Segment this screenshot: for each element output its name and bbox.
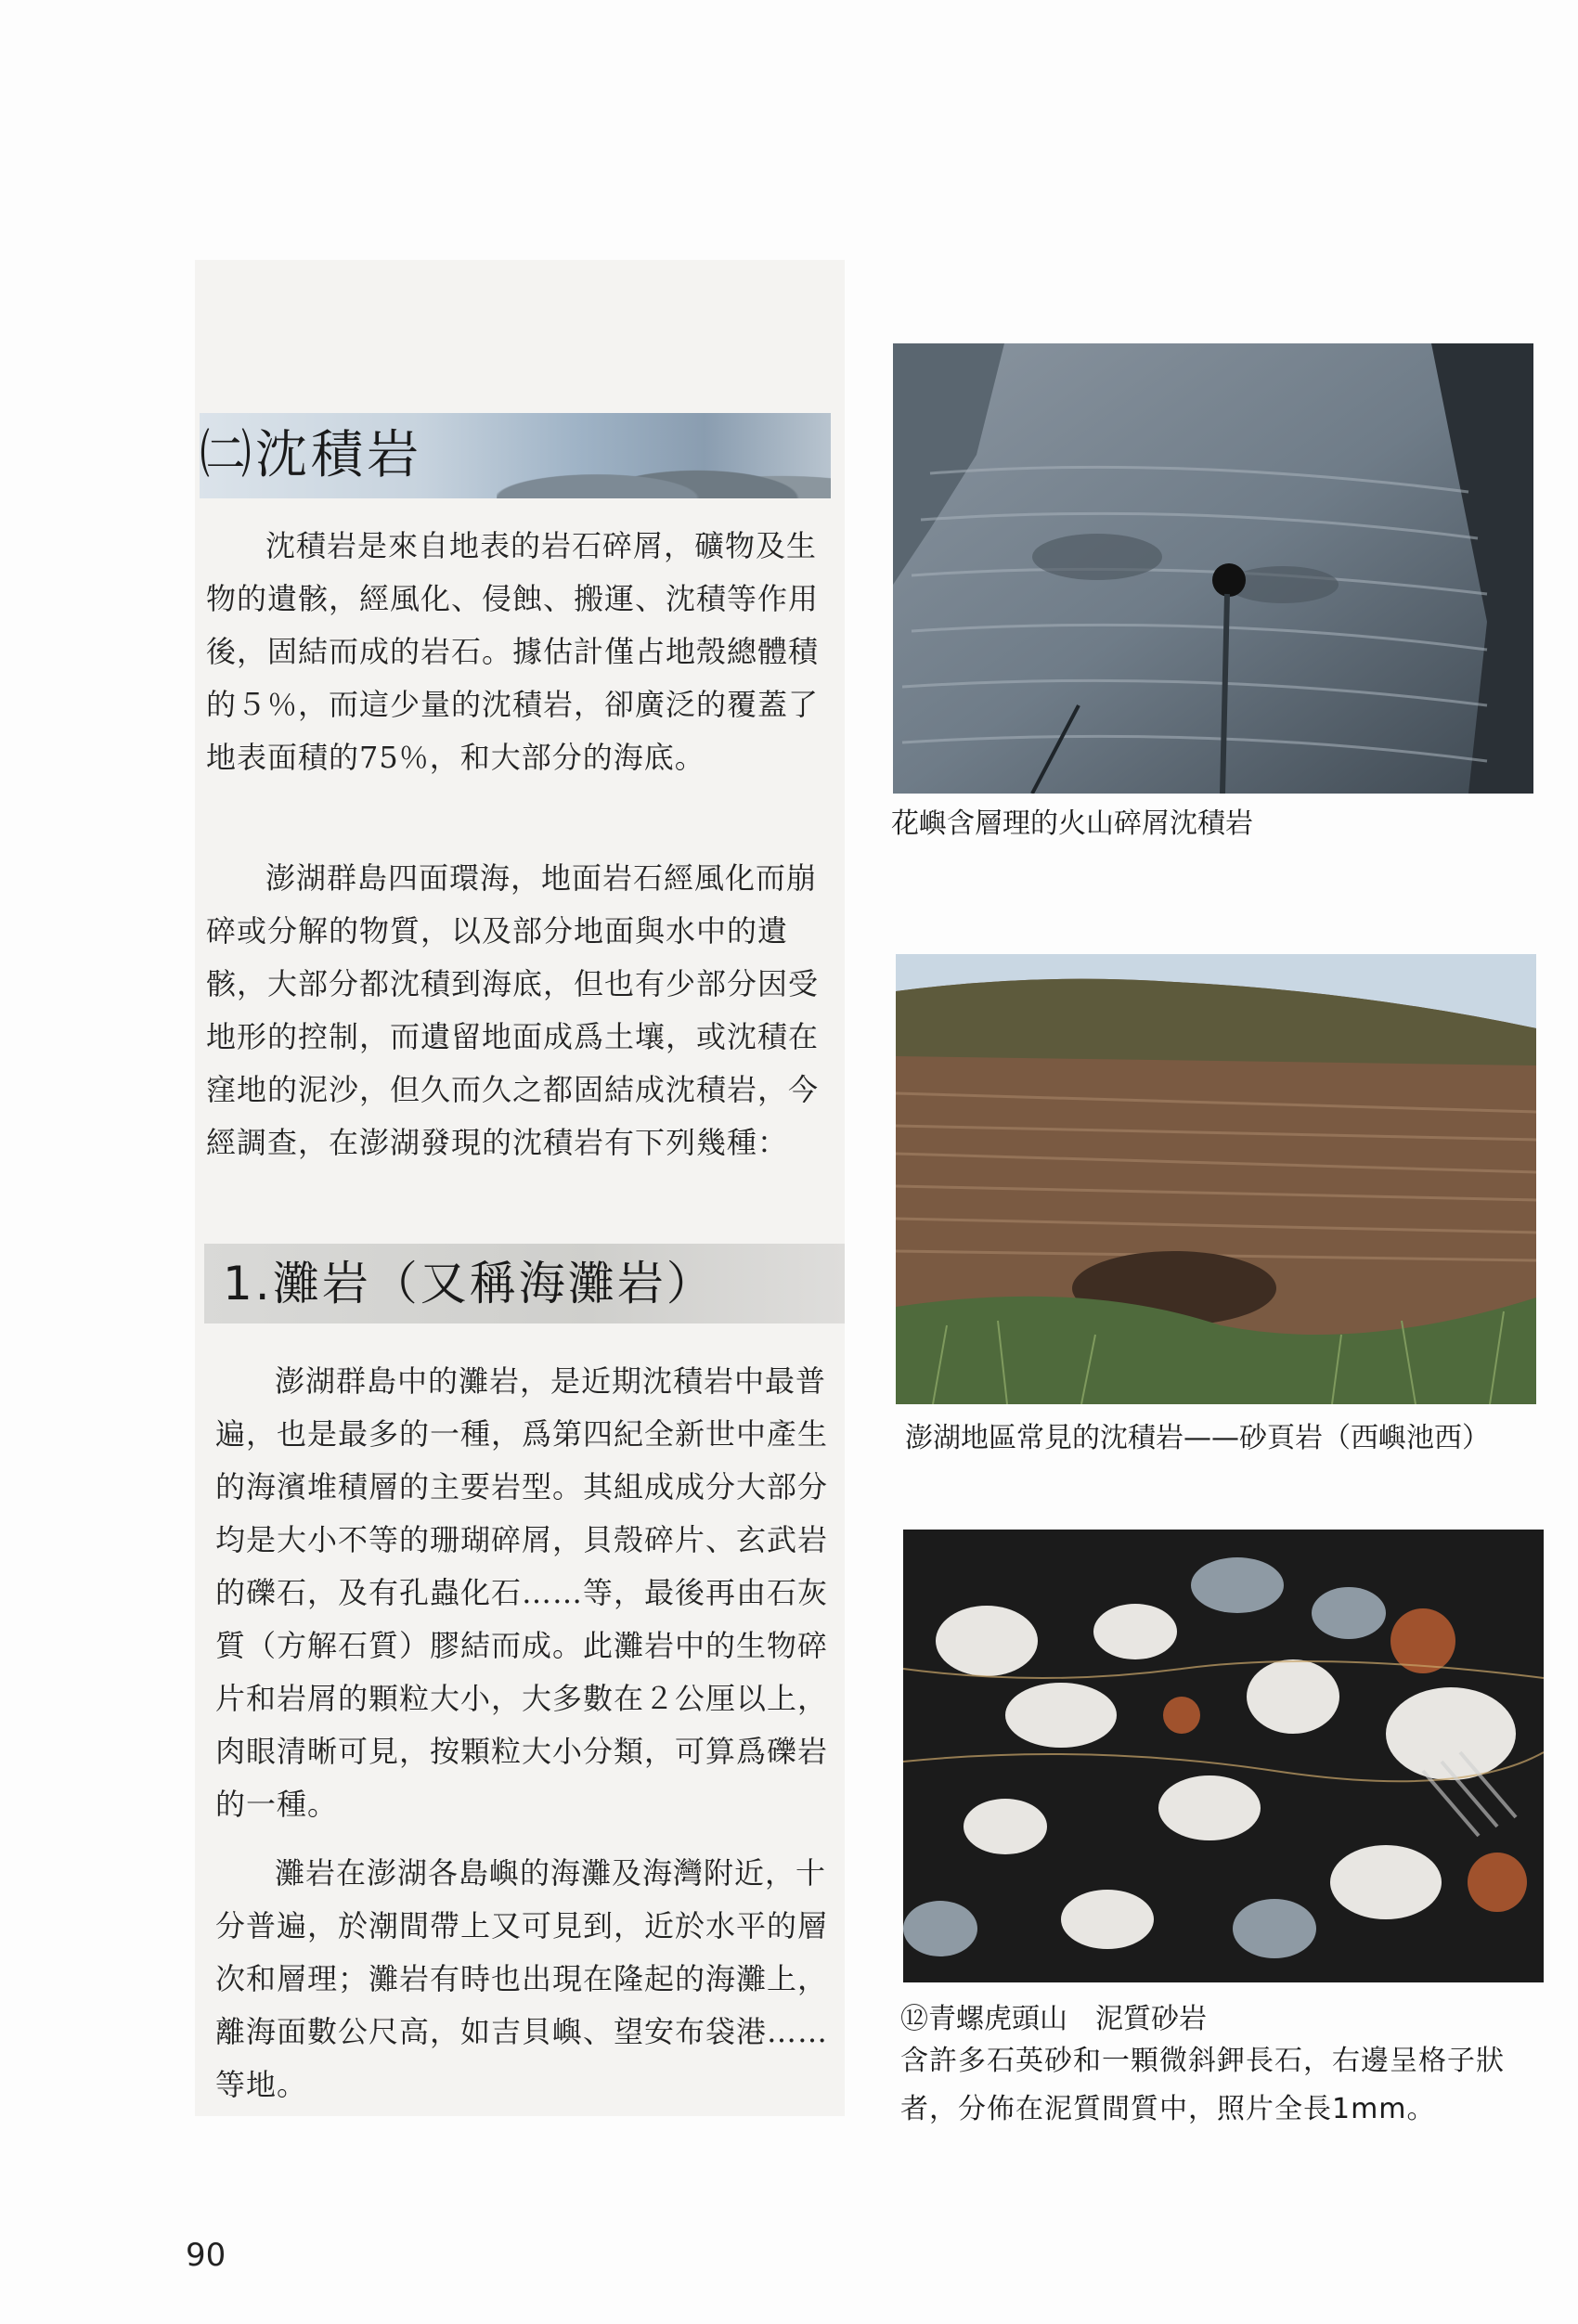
photo-3-caption: ⑫青螺虎頭山 泥質砂岩 xyxy=(900,2003,1207,2035)
photo-3-description: 含許多石英砂和一顆微斜鉀長石，右邊呈格子狀者，分佈在泥質間質中，照片全長1mm。 xyxy=(900,2045,1505,2125)
section-heading: ㈡沈積岩 xyxy=(200,425,422,485)
paragraph-1: 沈積岩是來自地表的岩石碎屑，礦物及生物的遺骸，經風化、侵蝕、搬運、沈積等作用後，固結而成的岩石。據估計僅占地殼總體積的５％，而這少量的沈積岩，卻廣泛的覆蓋了地表面積的75％，和大部分的海底。 xyxy=(206,528,820,775)
paragraph-4: 灘岩在澎湖各島嶼的海灘及海灣附近，十分普遍，於潮間帶上又可見到，近於水平的層次和層理；灘岩有時也出現在隆起的海灘上，離海面數公尺高，如吉貝嶼、望安布袋港……等地。 xyxy=(215,1855,829,2102)
photo-volcanic-sedimentary-rock xyxy=(893,343,1533,794)
photo-sandstone-shale xyxy=(896,954,1536,1404)
photo-1-caption: 花嶼含層理的火山碎屑沈積岩 xyxy=(891,807,1253,840)
photo-2-caption: 澎湖地區常見的沈積岩——砂頁岩（西嶼池西） xyxy=(905,1422,1490,1454)
page-number: 90 xyxy=(186,2237,226,2274)
subheading: 1.灘岩（又稱海灘岩） xyxy=(223,1257,716,1310)
paragraph-3: 澎湖群島中的灘岩，是近期沈積岩中最普遍，也是最多的一種，爲第四紀全新世中產生的海濱堆積層的主要岩型。其組成成分大部分均是大小不等的珊瑚碎屑，貝殼碎片、玄武岩的礫石，及有孔蟲化石……等，最後再由石灰質（方解石質）膠結而成。此灘岩中的生物碎片和岩屑的顆粒大小，大多數在２公厘以上，肉眼清晰可見，按顆粒大小分類，可算爲礫岩的一種。 xyxy=(215,1363,829,1822)
paragraph-2: 澎湖群島四面環海，地面岩石經風化而崩碎或分解的物質，以及部分地面與水中的遺骸，大部分都沈積到海底，但也有少部分因受地形的控制，而遺留地面成爲土壤，或沈積在窪地的泥沙，但久而久之都固結成沈積岩，今經調查，在澎湖發現的沈積岩有下列幾種： xyxy=(206,860,820,1160)
photo-thin-section-micrograph xyxy=(903,1530,1544,1982)
banner-rocks-image xyxy=(497,443,831,498)
